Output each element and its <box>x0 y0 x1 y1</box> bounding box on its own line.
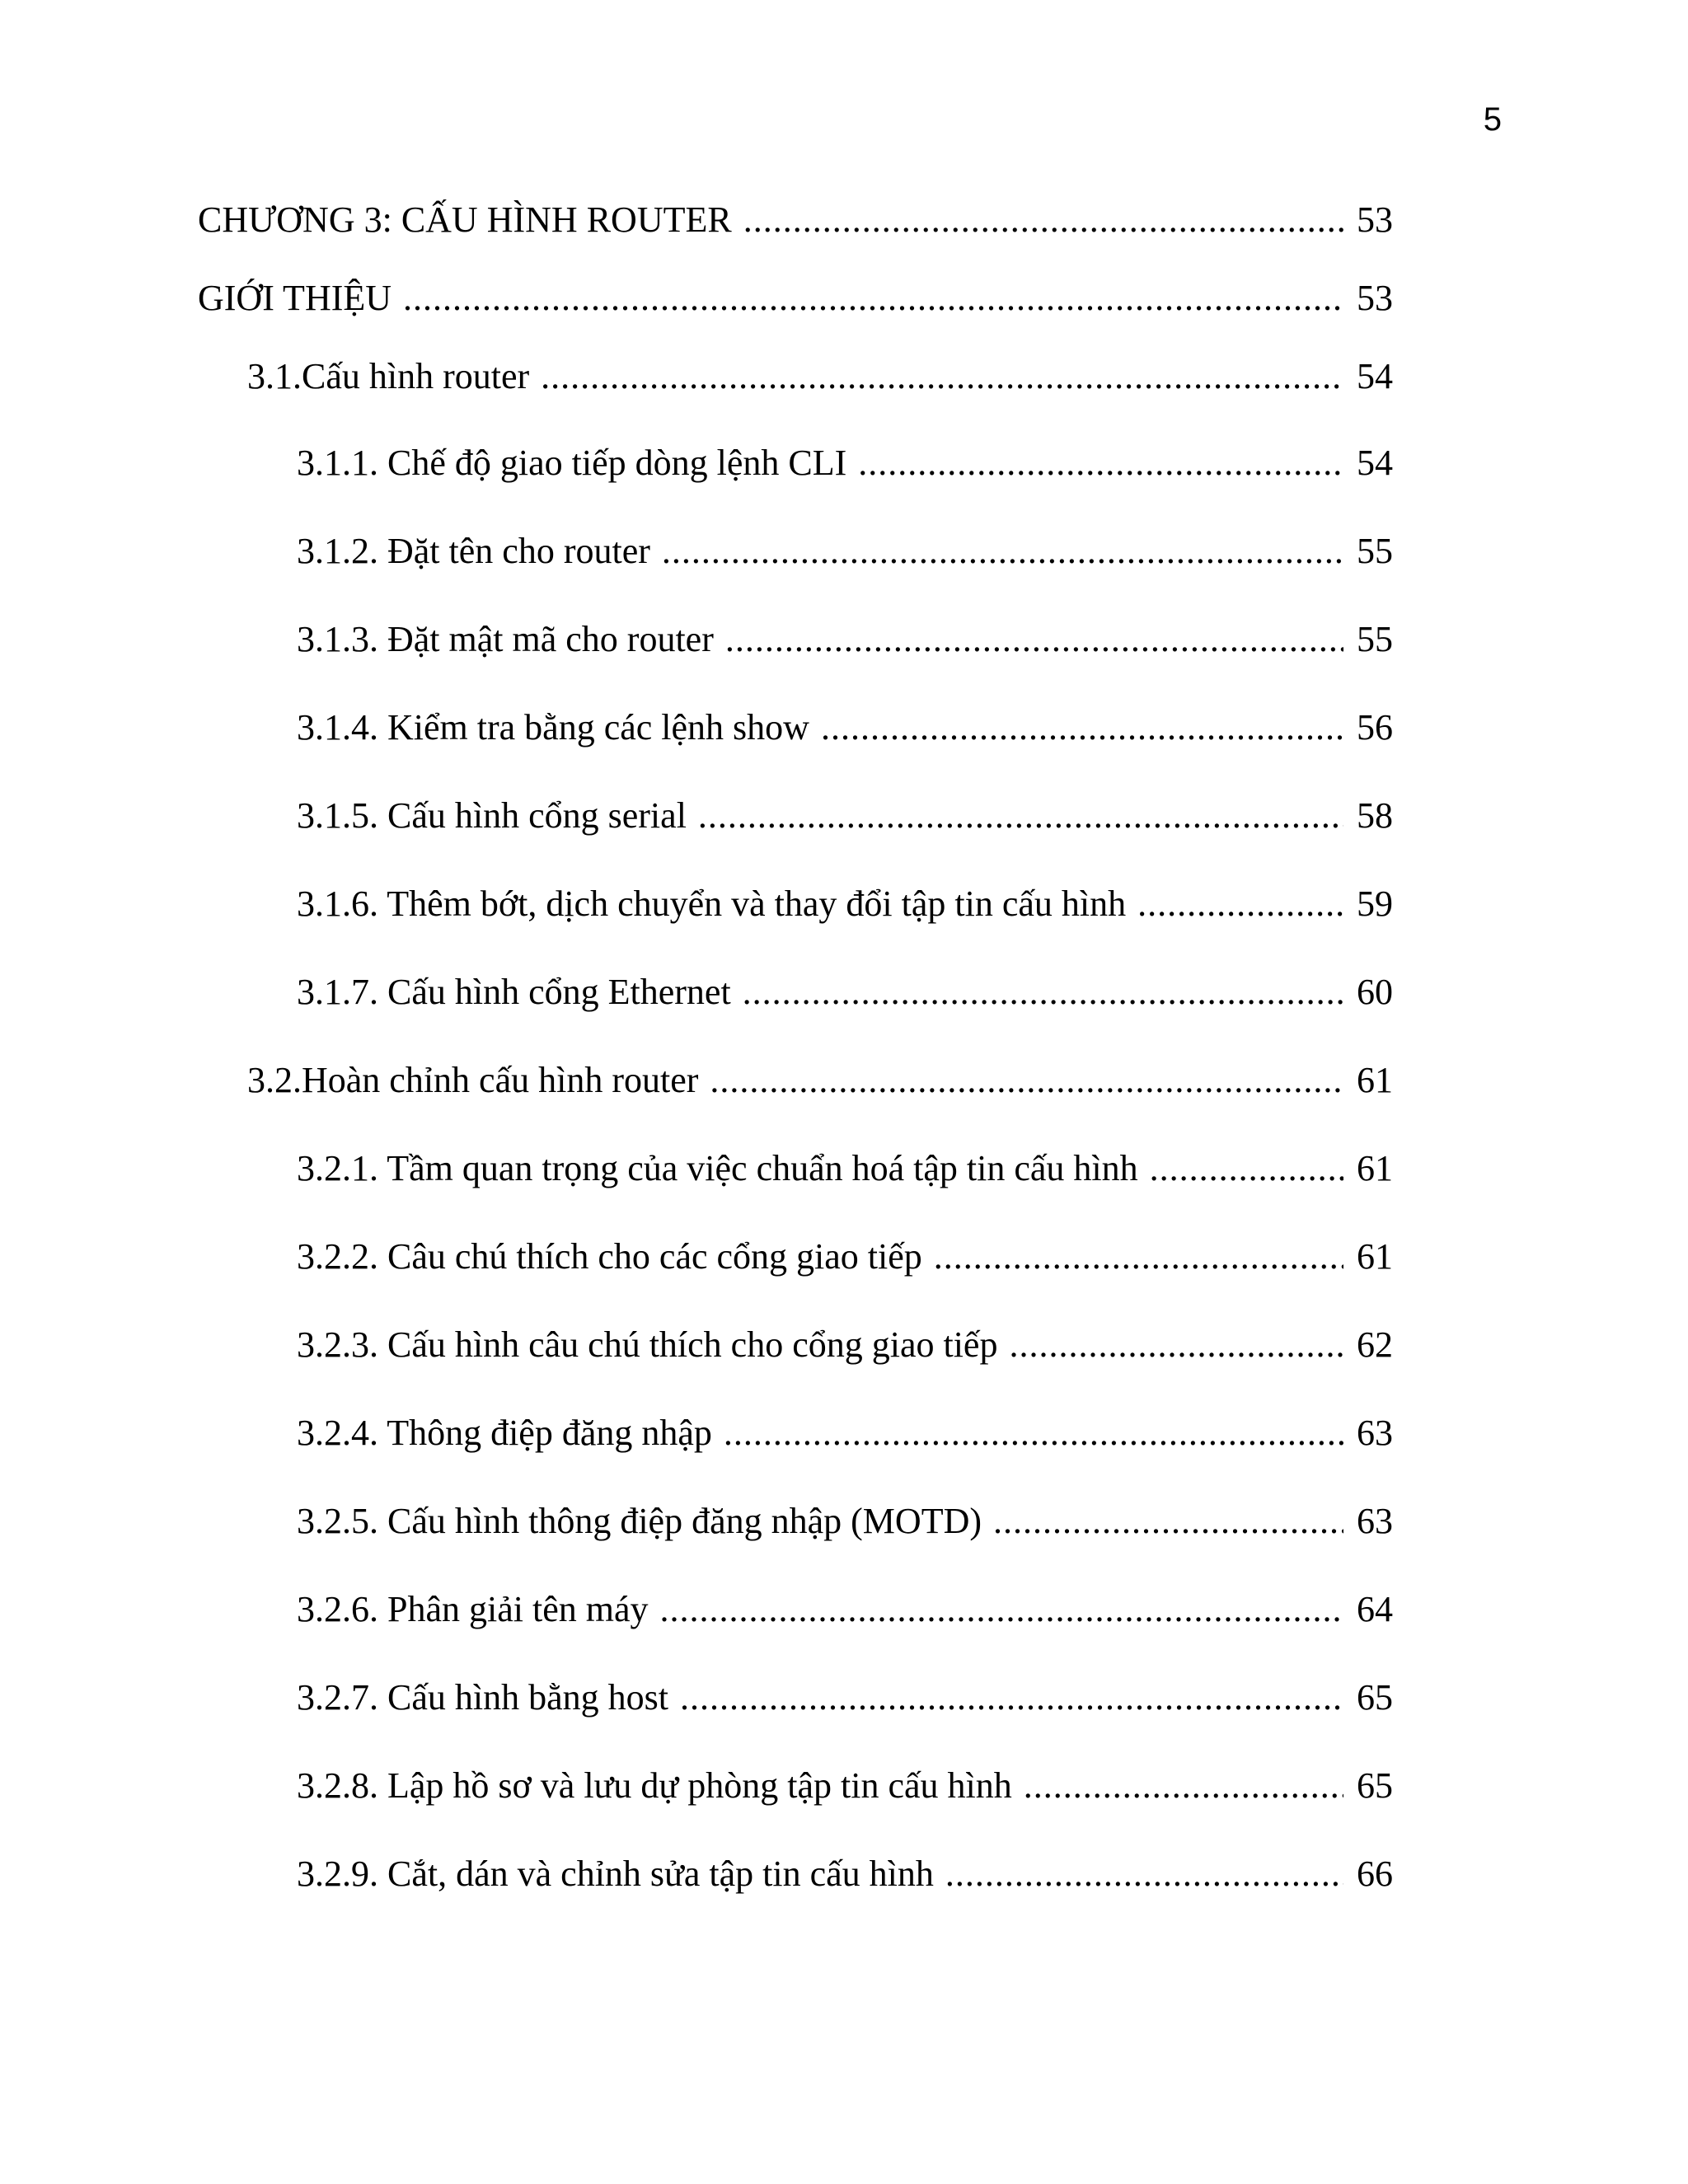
toc-entry-3-2-4[interactable] <box>297 1408 1393 1458</box>
toc-entry-3-1-1[interactable] <box>297 438 1393 488</box>
dot-leader <box>945 1849 1343 1899</box>
toc-entry-title: CHƯƠNG 3: CẤU HÌNH ROUTER <box>198 199 732 240</box>
toc-entry-title: 3.2.Hoàn chỉnh cấu hình router <box>247 1060 699 1100</box>
toc-entry-title: 3.1.2. Đặt tên cho router <box>297 531 650 571</box>
toc-entry-3-1-5[interactable] <box>297 791 1393 841</box>
toc-entry-3-2-2[interactable] <box>297 1232 1393 1282</box>
toc-entry-title: 3.2.1. Tầm quan trọng của việc chuẩn hoá tập tin cấu hình <box>297 1148 1138 1188</box>
toc-entry-page: 53 <box>1357 199 1393 240</box>
toc-entry-page: 55 <box>1357 531 1393 571</box>
toc-entry-title: 3.2.6. Phân giải tên máy <box>297 1589 649 1629</box>
toc-entry-title: 3.1.Cấu hình router <box>247 356 530 396</box>
dot-leader <box>934 1232 1343 1282</box>
dot-leader <box>541 352 1343 401</box>
toc-entry-3-2-5[interactable] <box>297 1497 1393 1546</box>
toc-entry-title: 3.2.7. Cấu hình bằng host <box>297 1677 668 1718</box>
dot-leader <box>680 1673 1343 1722</box>
toc-entry-3-2-7[interactable] <box>297 1673 1393 1722</box>
toc-entry-title: 3.1.7. Cấu hình cổng Ethernet <box>297 972 731 1012</box>
dot-leader <box>743 968 1343 1017</box>
dot-leader <box>1024 1761 1343 1811</box>
toc-entry-title: 3.2.2. Câu chú thích cho các cổng giao tiếp <box>297 1236 922 1277</box>
toc-entry-page: 54 <box>1357 356 1393 396</box>
dot-leader <box>724 1408 1343 1458</box>
toc-entry-page: 64 <box>1357 1589 1393 1629</box>
toc-entry-introduction[interactable] <box>198 274 1393 323</box>
dot-leader <box>1150 1144 1343 1193</box>
toc-entry-3-2-1[interactable] <box>297 1144 1393 1193</box>
toc-entry-title: 3.1.1. Chế độ giao tiếp dòng lệnh CLI <box>297 443 847 483</box>
toc-entry-page: 63 <box>1357 1501 1393 1541</box>
toc-entry-3-2-3[interactable] <box>297 1320 1393 1370</box>
toc-entry-page: 54 <box>1357 443 1393 483</box>
toc-entry-page: 56 <box>1357 707 1393 748</box>
dot-leader <box>743 195 1343 245</box>
page-number: 5 <box>1483 101 1502 138</box>
toc-entry-chapter-3[interactable] <box>198 195 1393 245</box>
dot-leader <box>725 615 1343 664</box>
toc-entry-page: 59 <box>1357 883 1393 924</box>
toc-entry-page: 62 <box>1357 1324 1393 1365</box>
dot-leader <box>858 438 1343 488</box>
toc-entry-title: 3.2.5. Cấu hình thông điệp đăng nhập (MOTD) <box>297 1501 982 1541</box>
toc-entry-title: GIỚI THIỆU <box>198 278 392 318</box>
toc-entry-page: 55 <box>1357 619 1393 659</box>
dot-leader <box>710 1056 1343 1105</box>
toc-entry-page: 66 <box>1357 1854 1393 1894</box>
toc-entry-3-2-9[interactable] <box>297 1849 1393 1899</box>
toc-entry-title: 3.1.4. Kiểm tra bằng các lệnh show <box>297 707 809 748</box>
toc-entry-title: 3.1.6. Thêm bớt, dịch chuyển và thay đổi tập tin cấu hình <box>297 883 1127 924</box>
toc-entry-page: 61 <box>1357 1148 1393 1188</box>
toc-entry-title: 3.2.3. Cấu hình câu chú thích cho cổng giao tiếp <box>297 1324 998 1365</box>
toc-entry-3-1-3[interactable] <box>297 615 1393 664</box>
toc-entry-3-2-8[interactable] <box>297 1761 1393 1811</box>
toc-entry-page: 58 <box>1357 795 1393 836</box>
toc-entry-3-2[interactable] <box>247 1056 1393 1105</box>
toc-entry-title: 3.1.3. Đặt mật mã cho router <box>297 619 714 659</box>
toc-entry-page: 61 <box>1357 1236 1393 1277</box>
toc-entry-3-2-6[interactable] <box>297 1585 1393 1634</box>
toc-entry-page: 60 <box>1357 972 1393 1012</box>
toc-entry-page: 61 <box>1357 1060 1393 1100</box>
dot-leader <box>821 703 1343 752</box>
dot-leader <box>403 274 1343 323</box>
toc-entry-title: 3.1.5. Cấu hình cổng serial <box>297 795 687 836</box>
toc-entry-3-1[interactable] <box>247 352 1393 401</box>
dot-leader <box>993 1497 1343 1546</box>
dot-leader <box>1009 1320 1343 1370</box>
toc-entry-3-1-6[interactable] <box>297 879 1393 929</box>
toc-entry-title: 3.2.4. Thông điệp đăng nhập <box>297 1413 712 1453</box>
dot-leader <box>698 791 1343 841</box>
toc-entry-title: 3.2.9. Cắt, dán và chỉnh sửa tập tin cấu hình <box>297 1854 934 1894</box>
toc-entry-3-1-2[interactable] <box>297 527 1393 576</box>
dot-leader <box>660 1585 1344 1634</box>
toc-entry-page: 65 <box>1357 1677 1393 1718</box>
toc-entry-3-1-4[interactable] <box>297 703 1393 752</box>
dot-leader <box>1137 879 1343 929</box>
toc-entry-page: 53 <box>1357 278 1393 318</box>
toc-entry-3-1-7[interactable] <box>297 968 1393 1017</box>
toc-entry-title: 3.2.8. Lập hồ sơ và lưu dự phòng tập tin cấu hình <box>297 1765 1012 1806</box>
toc-entry-page: 65 <box>1357 1765 1393 1806</box>
toc-entry-page: 63 <box>1357 1413 1393 1453</box>
dot-leader <box>662 527 1343 576</box>
